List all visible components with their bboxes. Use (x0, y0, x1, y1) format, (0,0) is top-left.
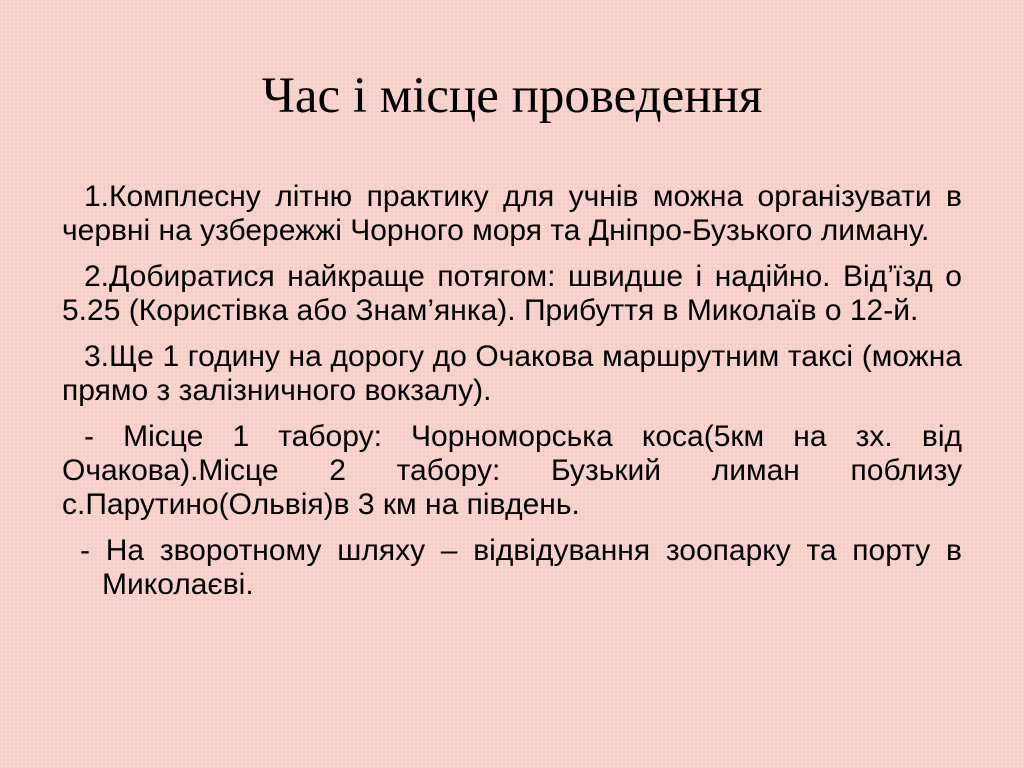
paragraph-2: 2.Добиратися найкраще потягом: швидше і надійно. Від’їзд о 5.25 (Користівка або Знам’янка). Прибуття в Миколаїв о 12-й. (62, 260, 962, 327)
paragraph-4: - Місце 1 табору: Чорноморська коса(5км на зх. від Очакова).Місце 2 табору: Бузький лиман поблизу с.Парутино(Ольвія)в 3 км на південь. (62, 420, 962, 521)
paragraph-3: 3.Ще 1 годину на дорогу до Очакова маршрутним таксі (можна прямо з залізничного вокзалу). (62, 340, 962, 407)
slide-title: Час і місце проведення (261, 68, 763, 124)
paragraph-5: - На зворотному шляху – відвідування зоопарку та порту в Миколаєві. (80, 534, 962, 601)
slide-body (62, 180, 962, 602)
paragraph-1: 1.Комплесну літню практику для учнів можна організувати в червні на узбережжі Чорного моря та Дніпро-Бузького лиману. (62, 180, 962, 247)
